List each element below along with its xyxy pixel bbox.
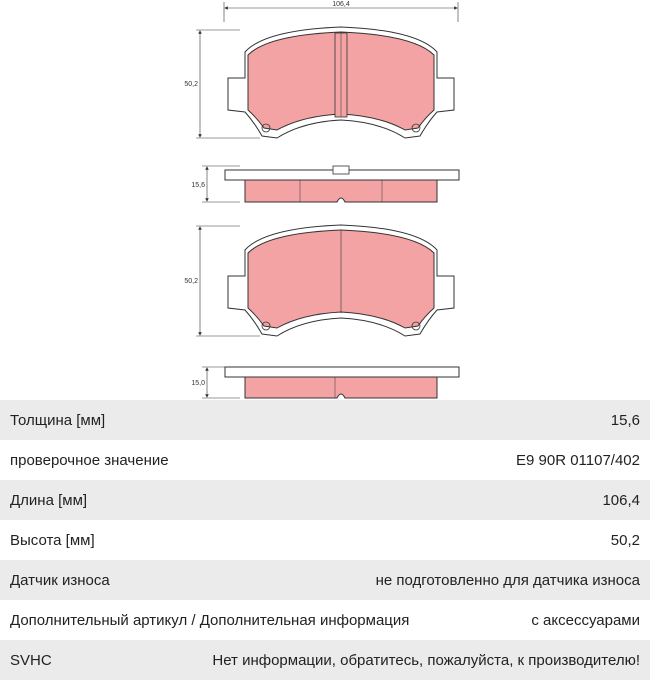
spec-row-additional-info (0, 600, 650, 640)
spec-value: 106,4 (602, 491, 640, 509)
spec-value: 50,2 (610, 531, 640, 549)
spec-label: проверочное значение (10, 451, 169, 469)
width-dimension (224, 1, 458, 22)
spec-label: Дополнительный артикул / Дополнительная информация (10, 611, 410, 629)
spec-label: Толщина [мм] (10, 411, 106, 429)
spec-value: с аксессуарами (531, 611, 640, 629)
width-dimension-label: 106,4 (332, 1, 350, 8)
pad1-thickness-label: 15,6 (191, 182, 205, 189)
spec-row-thickness (0, 400, 650, 440)
spec-row-test-value (0, 440, 650, 480)
pad2-height-label: 50,2 (184, 278, 198, 285)
spec-value: не подготовленно для датчика износа (375, 571, 640, 589)
specifications-table (0, 400, 650, 680)
spec-label: Датчик износа (10, 571, 110, 589)
pad2-thickness-label: 15,0 (191, 380, 205, 387)
brake-pad-2-side-view (191, 367, 459, 398)
spec-label: SVHC (10, 651, 52, 669)
spec-label: Высота [мм] (10, 531, 95, 549)
spec-row-length (0, 480, 650, 520)
spec-row-svhc (0, 640, 650, 680)
spec-row-wear-sensor (0, 560, 650, 600)
spec-row-height (0, 520, 650, 560)
spec-value: 15,6 (610, 411, 640, 429)
brake-pad-1-front-view (184, 27, 454, 138)
brake-pad-1-side-view (191, 166, 459, 202)
spec-label: Длина [мм] (10, 491, 88, 509)
spec-value: Нет информации, обратитесь, пожалуйста, к производителю! (212, 651, 640, 669)
brake-pad-2-front-view (184, 225, 454, 336)
pad1-height-label: 50,2 (184, 81, 198, 88)
spec-value: E9 90R 01107/402 (516, 451, 640, 469)
